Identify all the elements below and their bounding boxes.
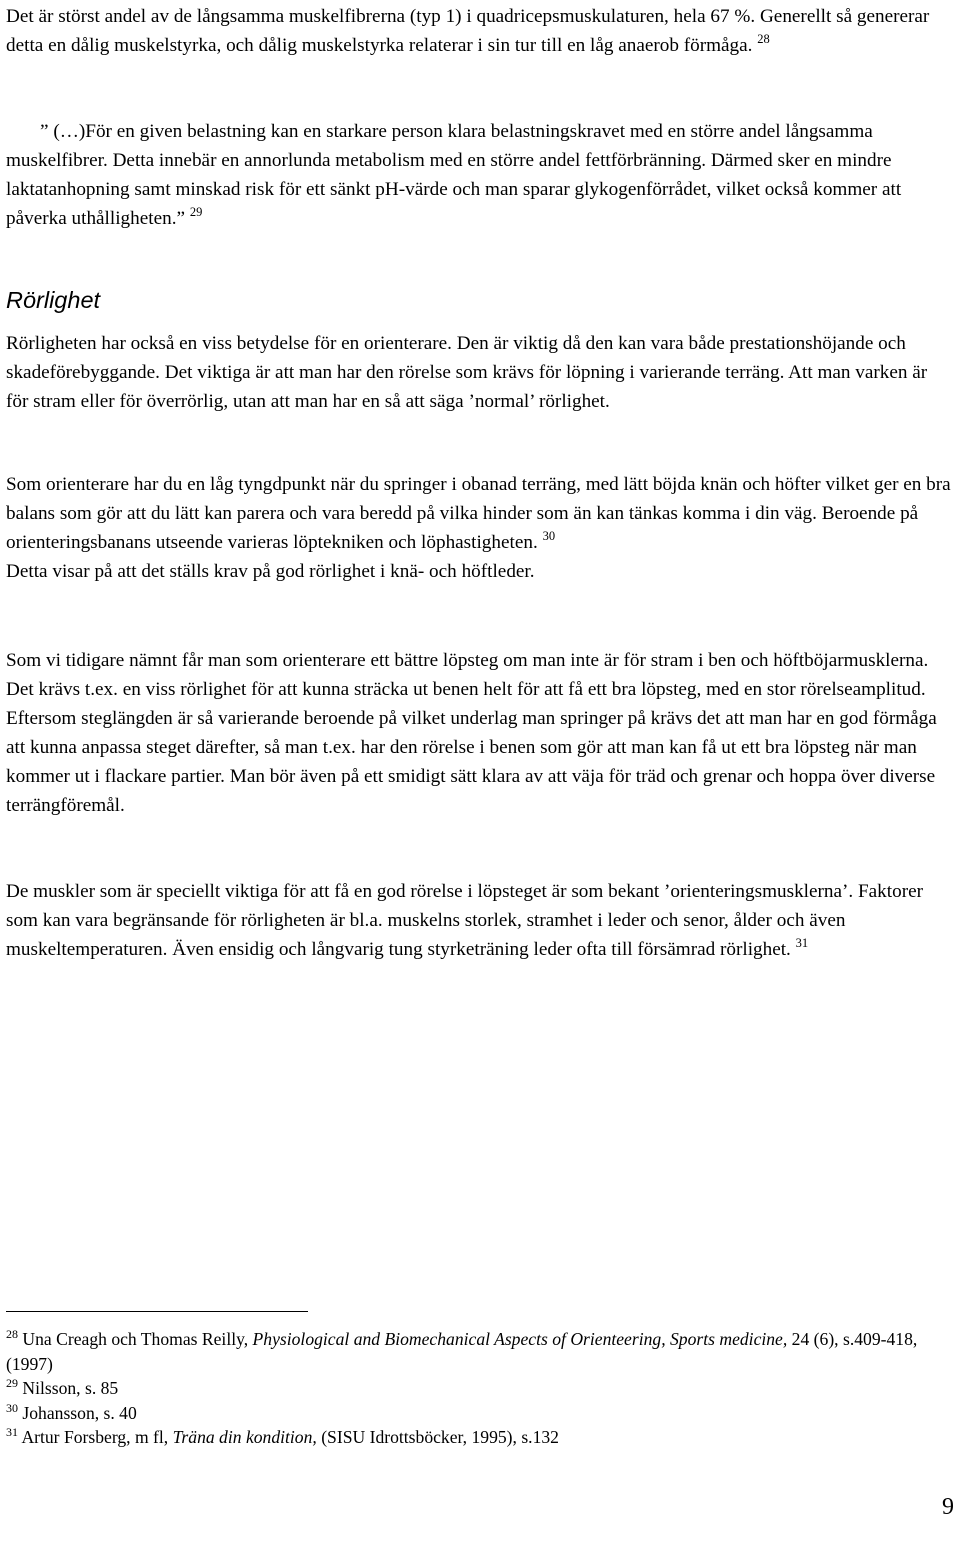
paragraph-stride: Som vi tidigare nämnt får man som orienterare ett bättre löpsteg om man inte är för stram i ben och höftböjarmusklerna. Det krävs t.ex. en viss rörlighet för att kunna sträcka ut benen helt för att få ett bra löpsteg, med en stor rörelseamplitud. Eftersom steglängden är så varierande beroende på vilket underlag man springer på krävs det att man har en god förmåga att kunna anpassa steget därefter, så man t.ex. har den rörelse i benen som gör att man kan få ut ett bra löpsteg när man kommer ut i flackare partier. Man bör även på ett smidigt sätt klara av att väja för träd och grenar och hoppa över diverse terrängföremål. <box>6 650 937 816</box>
intro-paragraph <box>6 2 954 60</box>
page-number: 9 <box>942 1494 954 1520</box>
footnote-text: Nilsson, s. 85 <box>22 1378 119 1398</box>
footnote-text-tail: (SISU Idrottsböcker, 1995), s.132 <box>316 1427 559 1447</box>
footnote-ref-31[interactable]: 31 <box>795 936 809 950</box>
footnote-text: Artur Forsberg, m fl, <box>21 1427 173 1447</box>
footnote-ref-28[interactable]: 28 <box>757 32 770 46</box>
paragraph-muscles-text: De muskler som är speciellt viktiga för att få en god rörelse i löpsteget är som bekant ’orienteringsmusklerna’. Faktorer som kan vara begränsande för rörligheten är bl.a. muskelns storlek, stramhet i leder och senor, ålder och även muskeltemperaturen. Även ensidig och långvarig tung styrketräning leder ofta till försämrad rörlighet. <box>6 881 923 960</box>
footnote-31 <box>6 1425 954 1450</box>
footnote-ref-29[interactable]: 29 <box>189 205 203 219</box>
footnote-29 <box>6 1376 954 1401</box>
paragraph-running-posture-tail: Detta visar på att det ställs krav på god rörlighet i knä- och höftleder. <box>6 561 535 582</box>
footnote-number: 28 <box>6 1327 18 1341</box>
paragraph-flexibility-importance: Rörligheten har också en viss betydelse för en orienterare. Den är viktig då den kan vara både prestationshöjande och skadeförebyggande. Det viktiga är att man har den rörelse som krävs för löpning i varierande terräng. Att man varken är för stram eller för överrörlig, utan att man har en så att säga ’normal’ rörlighet. <box>6 333 928 412</box>
footnote-divider <box>6 1311 308 1312</box>
footnote-30 <box>6 1401 954 1426</box>
footnote-ref-30[interactable]: 30 <box>542 529 556 543</box>
footnote-text: Johansson, s. 40 <box>22 1402 137 1423</box>
quote-text: ” (…)För en given belastning kan en starkare person klara belastningskravet med en större andel långsamma muskelfibrer. Detta innebär en annorlunda metabolism med en större andel fettförbränning. Därmed sker en mindre laktatanhopning samt minskad risk för ett sänkt pH-värde och man sparar glykogenförrådet, vilket också kommer att påverka uthålligheten.” <box>6 121 902 229</box>
footnote-text-tail: 24 (6), s.409-418, (1997) <box>6 1329 918 1374</box>
block-quote <box>6 117 954 233</box>
paragraph-running-posture-text: Som orienterare har du en låg tyngdpunkt när du springer i obanad terräng, med lätt böjda knän och höfter vilket ger en bra balans som gör att du lätt kan parera och vara beredd på vilka hinder som än kan tänkas komma i din väg. Beroende på orienteringsbanans utseende varieras löptekniken och löphastigheten. <box>6 474 951 553</box>
paragraph-muscles <box>6 877 954 964</box>
footnotes <box>6 1327 954 1450</box>
footnote-28 <box>6 1327 954 1376</box>
section-heading: Rörlighet <box>6 287 101 313</box>
footnote-title: Träna din kondition, <box>172 1427 317 1447</box>
document-page <box>6 0 954 1543</box>
footnote-number: 29 <box>6 1376 18 1390</box>
paragraph-running-posture <box>6 470 954 586</box>
intro-text: Det är störst andel av de långsamma muskelfibrerna (typ 1) i quadricepsmuskulaturen, hela 67 %. Generellt så genererar detta en dålig muskelstyrka, och dålig muskelstyrka relaterar i sin tur till en låg anaerob förmåga. <box>6 6 930 56</box>
footnote-text: Una Creagh och Thomas Reilly, <box>22 1329 253 1349</box>
footnote-title: Physiological and Biomechanical Aspects of Orienteering, Sports medicine, <box>252 1329 788 1349</box>
footnote-number: 30 <box>6 1400 18 1415</box>
footnote-number: 31 <box>6 1425 18 1439</box>
